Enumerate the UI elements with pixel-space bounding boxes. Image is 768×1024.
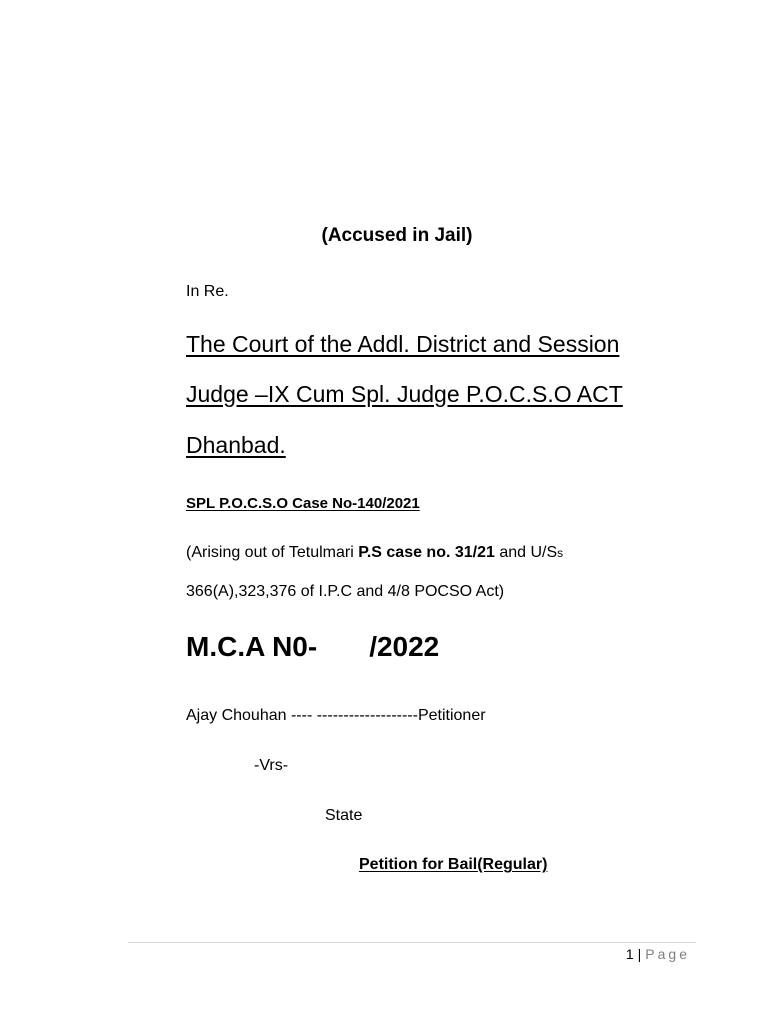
petition-title: Petition for Bail(Regular) xyxy=(359,856,548,873)
court-name-line-2: Judge –IX Cum Spl. Judge P.O.C.S.O ACT xyxy=(186,381,623,407)
petitioner-line: Ajay Chouhan ---- -------------------Petitioner xyxy=(186,707,486,724)
arising-mid: and U/S xyxy=(494,544,558,561)
custody-status: (Accused in Jail) xyxy=(321,225,473,246)
versus-label: -Vrs- xyxy=(254,757,289,774)
ps-case-number: P.S case no. 31/21 xyxy=(358,544,495,561)
mca-suffix: /2022 xyxy=(369,631,440,662)
case-number: SPL P.O.C.S.O Case No-140/2021 xyxy=(186,495,420,512)
court-name-line-3: Dhanbad. xyxy=(186,432,286,458)
page-footer xyxy=(626,946,690,962)
page-label: Page xyxy=(645,946,690,962)
footer-separator: | xyxy=(637,946,642,962)
court-name-line-1: The Court of the Addl. District and Session xyxy=(186,331,620,357)
arising-line-1 xyxy=(186,545,563,561)
respondent-state: State xyxy=(325,807,363,824)
arising-prefix: (Arising out of Tetulmari xyxy=(186,544,359,561)
arising-line-2: 366(A),323,376 of I.P.C and 4/8 POCSO Act) xyxy=(186,583,505,600)
in-re-label: In Re. xyxy=(186,283,229,300)
mca-prefix: M.C.A N0- xyxy=(186,631,318,662)
section-suffix: s xyxy=(557,546,564,560)
mca-number xyxy=(186,633,439,661)
footer-divider xyxy=(128,942,696,943)
page-number: 1 xyxy=(625,946,634,962)
